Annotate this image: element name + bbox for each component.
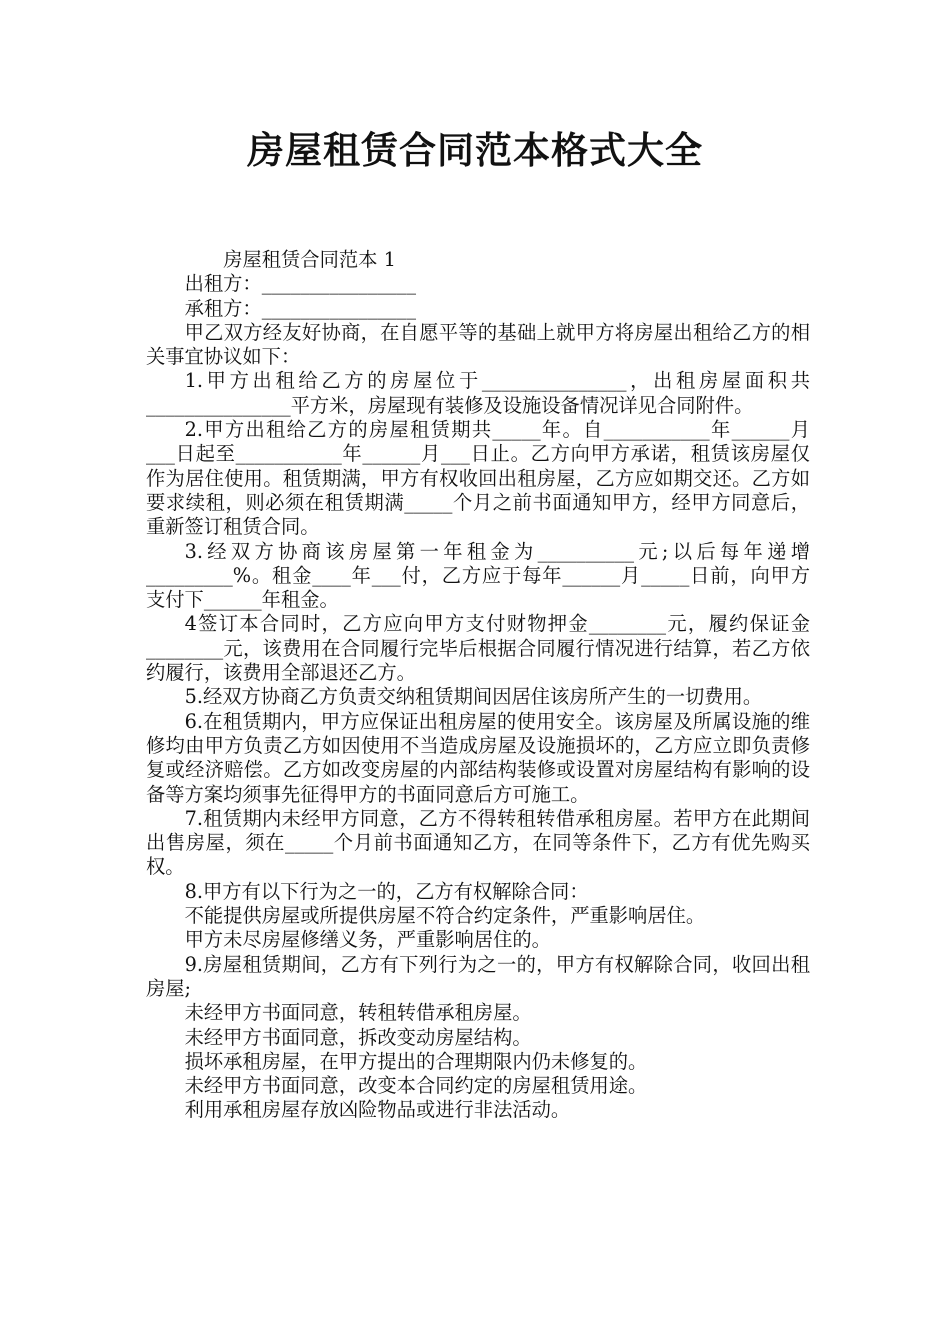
clause-8-item: 甲方未尽房屋修缮义务，严重影响居住的。 (184, 928, 551, 952)
clause-8: 8.甲方有以下行为之一的，乙方有权解除合同： (184, 879, 589, 903)
clause-9-item: 未经甲方书面同意，拆改变动房屋结构。 (184, 1025, 532, 1049)
clause-5: 5.经双方协商乙方负责交纳租赁期间因居住该房所产生的一切费用。 (184, 685, 763, 709)
clause-9-item: 利用承租房屋存放凶险物品或进行非法活动。 (184, 1098, 571, 1122)
clause-3: 3.经双方协商该房屋第一年租金为__________元;以后每年递增_________%。租金____年___付，乙方应于每年______月_____日前，向甲方支付下______年租金。 (146, 539, 810, 612)
clause-2: 2.甲方出租给乙方的房屋租赁期共_____年。自___________年______月___日起至___________年______月___日止。乙方向甲方承诺，租赁该房屋仅作为居住使用。租赁期满，甲方有权收回出租房屋，乙方应如期交还。乙方如要求续租，则必须在租赁期满_____个月之前书面通知甲方，经甲方同意后，重新签订租赁合同。 (146, 418, 810, 539)
clause-6: 6.在租赁期内，甲方应保证出租房屋的使用安全。该房屋及所属设施的维修均由甲方负责乙方如因使用不当造成房屋及设施损坏的，乙方应立即负责修复或经济赔偿。乙方如改变房屋的内部结构装修或设置对房屋结构有影响的设备等方案均须事先征得甲方的书面同意后方可施工。 (146, 709, 810, 806)
document-body (146, 248, 810, 1123)
clause-7: 7.租赁期内未经甲方同意，乙方不得转租转借承租房屋。若甲方在此期间出售房屋，须在_____个月前书面通知乙方，在同等条件下，乙方有优先购买权。 (146, 806, 810, 879)
document-title: 房屋租赁合同范本格式大全 (247, 129, 703, 172)
preamble-paragraph: 甲乙双方经友好协商，在自愿平等的基础上就甲方将房屋出租给乙方的相关事宜协议如下： (146, 320, 810, 369)
clause-1: 1.甲方出租给乙方的房屋位于_______________，出租房屋面积共_______________平方米，房屋现有装修及设施设备情况详见合同附件。 (146, 369, 810, 417)
lessee-line: 承租方：________________ (184, 296, 416, 320)
clause-9-item: 未经甲方书面同意，转租转借承租房屋。 (184, 1001, 532, 1025)
section-heading: 房屋租赁合同范本 1 (223, 248, 396, 271)
clause-9: 9.房屋租赁期间，乙方有下列行为之一的，甲方有权解除合同，收回出租房屋; (146, 952, 810, 1000)
lessor-line: 出租方：________________ (184, 272, 416, 296)
clause-4: 4签订本合同时，乙方应向甲方支付财物押金________元，履约保证金________元，该费用在合同履行完毕后根据合同履行情况进行结算，若乙方依约履行，该费用全部退还乙方。 (146, 612, 810, 685)
clause-9-item: 未经甲方书面同意，改变本合同约定的房屋租赁用途。 (184, 1074, 648, 1098)
clause-8-item: 不能提供房屋或所提供房屋不符合约定条件，严重影响居住。 (184, 904, 706, 928)
clause-9-item: 损坏承租房屋，在甲方提出的合理期限内仍未修复的。 (184, 1049, 648, 1073)
